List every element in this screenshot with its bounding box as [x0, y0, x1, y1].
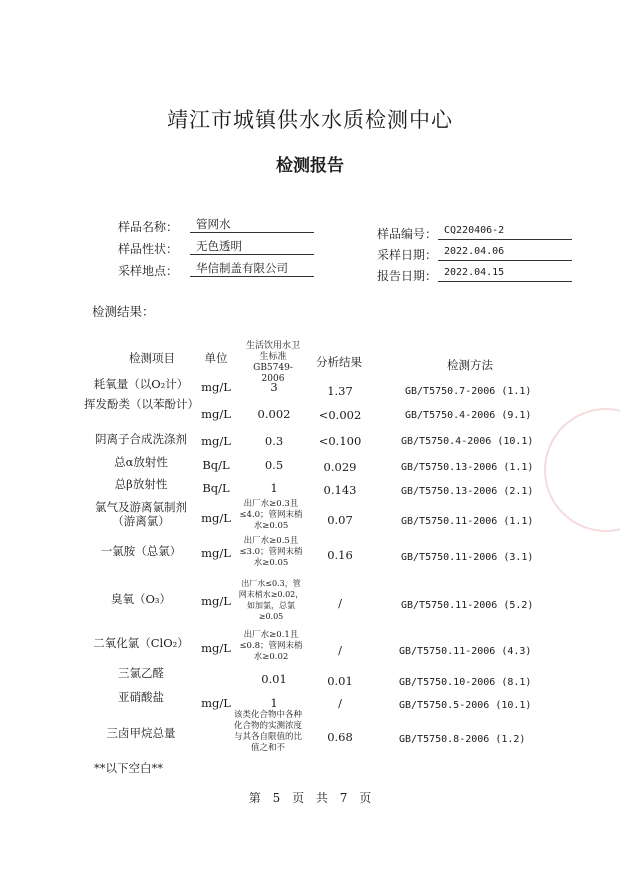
footer-di: 第: [248, 791, 261, 805]
table-row-standard: 1: [270, 481, 278, 495]
table-row-standard: 出厂水≥0.5且≤3.0；管网末梢水≥0.05: [239, 536, 303, 568]
page-footer: [0, 789, 620, 806]
sample-state-label: 样品性状：: [118, 242, 179, 256]
table-row-item: 耗氧量（以O₂计）: [93, 377, 189, 391]
table-row-standard: 0.002: [257, 407, 291, 421]
table-row-standard: 出厂水≤0.3，管网末梢水≥0.02，如加氯，总氯≥0.05: [238, 579, 304, 621]
header-result: 分析结果: [316, 355, 362, 369]
table-row-method: GB/T5750.10-2006 (8.1): [399, 677, 532, 688]
table-row-result: <0.100: [318, 434, 362, 448]
table-row-unit: mg/L: [201, 380, 231, 394]
table-row-item: 阴离子合成洗涤剂: [95, 432, 187, 446]
table-row-item: 总β放射性: [114, 477, 168, 491]
table-row-standard: 出厂水≥0.1且≤0.8；管网末梢水≥0.02: [239, 630, 303, 662]
table-row-result: 0.68: [327, 730, 353, 744]
sample-date-label: 采样日期：: [377, 248, 438, 262]
table-row-result: 0.16: [327, 548, 353, 562]
table-row-unit: mg/L: [201, 696, 231, 710]
stamp-seal: [544, 408, 620, 532]
report-date-value: 2022.04.15: [438, 265, 572, 282]
table-row-standard: 3: [270, 380, 278, 394]
sample-location-label: 采样地点：: [118, 264, 179, 278]
table-row-method: GB/T5750.5-2006 (10.1): [399, 700, 532, 711]
footer-gong: 共: [315, 791, 328, 805]
table-row-item: 二氧化氯（ClO₂）: [93, 636, 189, 650]
table-row-method: GB/T5750.8-2006 (1.2): [399, 734, 526, 745]
table-row-method: GB/T5750.11-2006 (4.3): [399, 646, 532, 657]
table-row-result: /: [338, 696, 342, 710]
table-row-unit: mg/L: [201, 407, 231, 421]
table-row-item: 氯气及游离氯制剂（游离氯）: [95, 500, 187, 528]
table-row-standard: 0.01: [261, 672, 287, 686]
table-row-standard: 0.5: [264, 458, 284, 472]
table-row-unit: mg/L: [201, 546, 231, 560]
footer-total-pages: 7: [339, 791, 348, 805]
table-row-result: /: [338, 643, 342, 657]
sample-location-value: 华信制盖有限公司: [190, 260, 314, 277]
sample-date-value: 2022.04.06: [438, 244, 572, 261]
table-row-result: <0.002: [318, 408, 362, 422]
sample-name-value: 管网水: [190, 216, 314, 233]
footer-ye: 页: [359, 791, 372, 805]
table-row-method: GB/T5750.7-2006 (1.1): [405, 386, 532, 397]
header-method: 检测方法: [447, 358, 493, 372]
table-row-unit: mg/L: [201, 511, 231, 525]
header-unit: 单位: [204, 351, 228, 365]
table-row-standard: 0.3: [264, 434, 284, 448]
organization-title: 靖江市城镇供水水质检测中心: [167, 108, 453, 132]
report-date-label: 报告日期：: [377, 269, 438, 283]
table-row-unit: mg/L: [201, 641, 231, 655]
header-standard: 生活饮用水卫生标准GB5749-2006: [245, 341, 300, 384]
table-row-result: 1.37: [327, 384, 353, 398]
table-row-result: 0.029: [323, 460, 357, 474]
table-row-unit: Bq/L: [202, 481, 230, 495]
table-row-result: 0.07: [327, 513, 353, 527]
sample-state-value: 无色透明: [190, 238, 314, 255]
sample-code-value: CQ220406-2: [438, 223, 572, 240]
footer-ye: 页: [292, 791, 305, 805]
table-row-result: /: [338, 596, 342, 610]
table-row-item: 一氯胺（总氯）: [100, 544, 182, 558]
table-row-result: 0.143: [323, 483, 357, 497]
table-row-unit: mg/L: [201, 594, 231, 608]
table-row-method: GB/T5750.4-2006 (10.1): [401, 436, 534, 447]
sample-code-label: 样品编号：: [377, 227, 438, 241]
table-row-method: GB/T5750.13-2006 (2.1): [401, 486, 534, 497]
table-row-item: 三卤甲烷总量: [106, 726, 176, 740]
table-row-item: 总α放射性: [114, 455, 168, 469]
table-row-item: 三氯乙醛: [118, 666, 164, 680]
table-row-item: 臭氧（O₃）: [110, 592, 172, 606]
table-row-method: GB/T5750.13-2006 (1.1): [401, 462, 534, 473]
table-row-method: GB/T5750.4-2006 (9.1): [405, 410, 532, 421]
sample-name-label: 样品名称：: [118, 220, 179, 234]
blank-note: **以下空白**: [94, 761, 163, 775]
table-row-method: GB/T5750.11-2006 (1.1): [401, 516, 534, 527]
table-row-standard: 出厂水≥0.3且≤4.0；管网末梢水≥0.05: [239, 499, 303, 531]
report-title: 检测报告: [276, 156, 344, 176]
table-row-unit: Bq/L: [202, 458, 230, 472]
table-row-item: 亚硝酸盐: [118, 690, 164, 704]
table-row-standard: 该类化合物中各种化合物的实测浓度与其各自限值的比值之和不: [233, 710, 302, 753]
table-row-result: 0.01: [327, 674, 353, 688]
table-row-unit: mg/L: [201, 434, 231, 448]
table-row-method: GB/T5750.11-2006 (3.1): [401, 552, 534, 563]
results-label: 检测结果：: [92, 304, 155, 319]
table-row-standard: 1: [270, 696, 278, 710]
footer-page-number: 5: [272, 791, 281, 805]
header-item: 检测项目: [129, 351, 175, 365]
table-row-item: 挥发酚类（以苯酚计）: [84, 397, 199, 411]
table-row-method: GB/T5750.11-2006 (5.2): [401, 600, 534, 611]
